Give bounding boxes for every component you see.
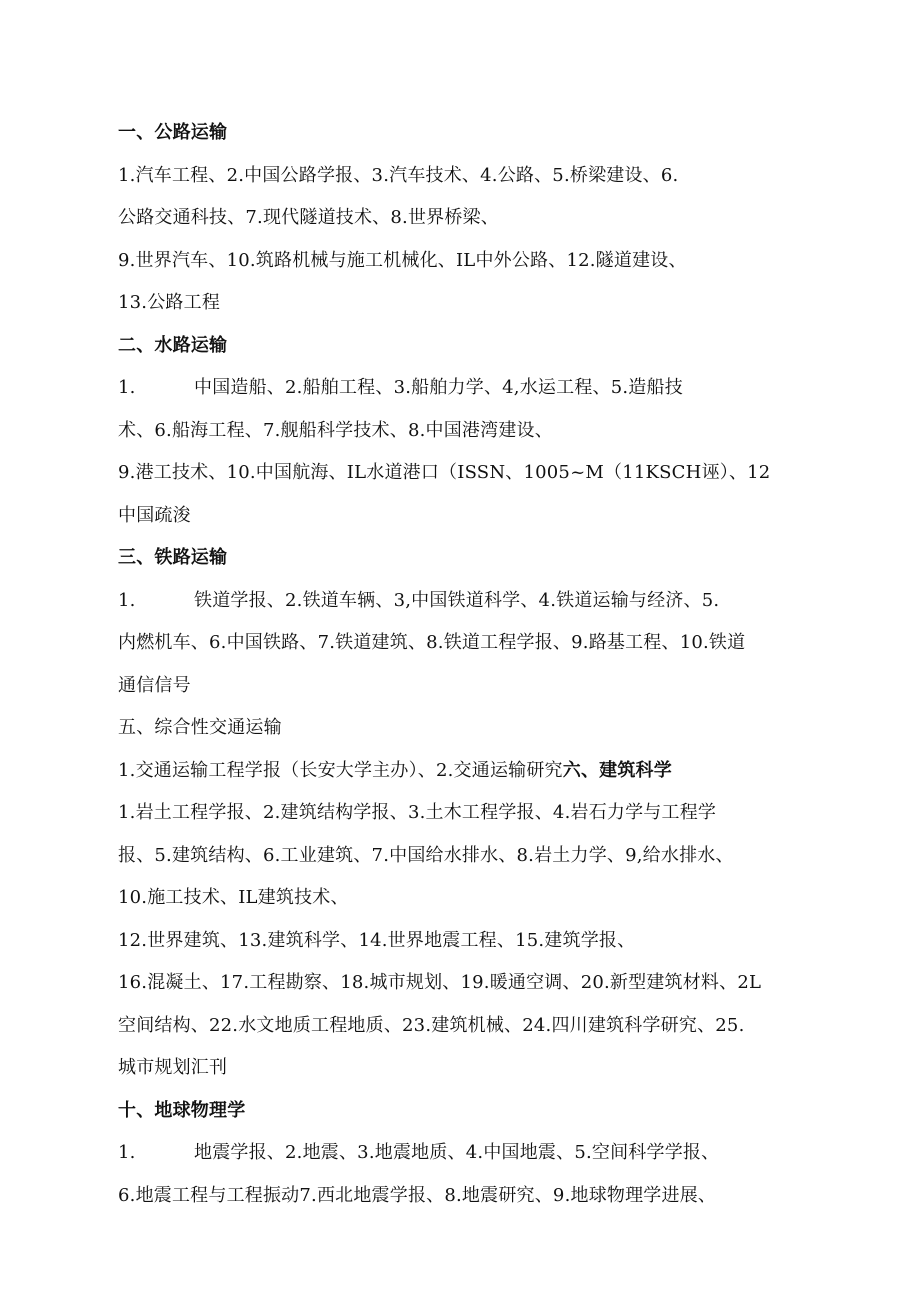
list-number: 1. (118, 377, 136, 398)
journal-line (118, 580, 818, 623)
journal-line: 9.世界汽车、10.筑路机械与施工机械化、IL中外公路、12.隧道建设、 (118, 249, 687, 271)
journal-text: 铁道学报、2.铁道车辆、3,中国铁道科学、4.铁道运输与经济、5. (194, 589, 720, 611)
journal-line: 通信信号 (118, 674, 191, 696)
journal-line (118, 750, 818, 793)
section-heading-waterway: 二、水路运输 (118, 334, 228, 356)
journal-line (118, 1132, 818, 1175)
list-number: 1. (118, 1142, 136, 1163)
journal-line: 1.岩土工程学报、2.建筑结构学报、3.土木工程学报、4.岩石力学与工程学 (118, 802, 717, 823)
journal-line: 6.地震工程与工程振动7.西北地震学报、8.地震研究、9.地球物理学进展、 (118, 1184, 717, 1206)
section-heading-architecture: 六、建筑科学 (562, 759, 672, 781)
journal-line: 13.公路工程 (118, 292, 221, 313)
journal-text: 1.交通运输工程学报（长安大学主办）、2.交通运输研究 (118, 759, 563, 781)
journal-text: 地震学报、2.地震、3.地震地质、4.中国地震、5.空间科学学报、 (194, 1142, 720, 1163)
journal-text: 中国造船、2.船舶工程、3.船舶力学、4,水运工程、5.造船技 (194, 377, 683, 398)
journal-line: 空间结构、22.水文地质工程地质、23.建筑机械、24.四川建筑科学研究、25. (118, 1014, 745, 1036)
journal-line (118, 367, 818, 410)
journal-line: 内燃机车、6.中国铁路、7.铁道建筑、8.铁道工程学报、9.路基工程、10.铁道 (118, 632, 746, 653)
document-page (118, 112, 818, 1217)
journal-line: 10.施工技术、IL建筑技术、 (118, 887, 349, 908)
journal-line: 12.世界建筑、13.建筑科学、14.世界地震工程、15.建筑学报、 (118, 929, 636, 951)
list-number: 1. (118, 589, 136, 611)
journal-line: 术、6.船海工程、7.舰船科学技术、8.中国港湾建设、 (118, 419, 553, 441)
section-heading-integrated: 五、综合性交通运输 (118, 717, 282, 738)
section-heading-highway: 一、公路运输 (118, 122, 228, 143)
section-heading-railway: 三、铁路运输 (118, 547, 228, 568)
journal-line: 城市规划汇刊 (118, 1057, 228, 1078)
journal-line: 公路交通科技、7.现代隧道技术、8.世界桥梁、 (118, 207, 499, 228)
journal-line: 报、5.建筑结构、6.工业建筑、7.中国给水排水、8.岩土力学、9,给水排水、 (118, 844, 734, 866)
journal-line: 16.混凝土、17.工程勘察、18.城市规划、19.暖通空调、20.新型建筑材料、2L (118, 972, 762, 993)
journal-line: 9.港工技术、10.中国航海、IL水道港口（ISSN、1005~M（11KSCH诬）、12 (118, 462, 771, 483)
journal-line: 1.汽车工程、2.中国公路学报、3.汽车技术、4.公路、5.桥梁建设、6. (118, 164, 679, 186)
section-heading-geophysics: 十、地球物理学 (118, 1099, 246, 1121)
journal-line: 中国疏浚 (118, 504, 191, 526)
